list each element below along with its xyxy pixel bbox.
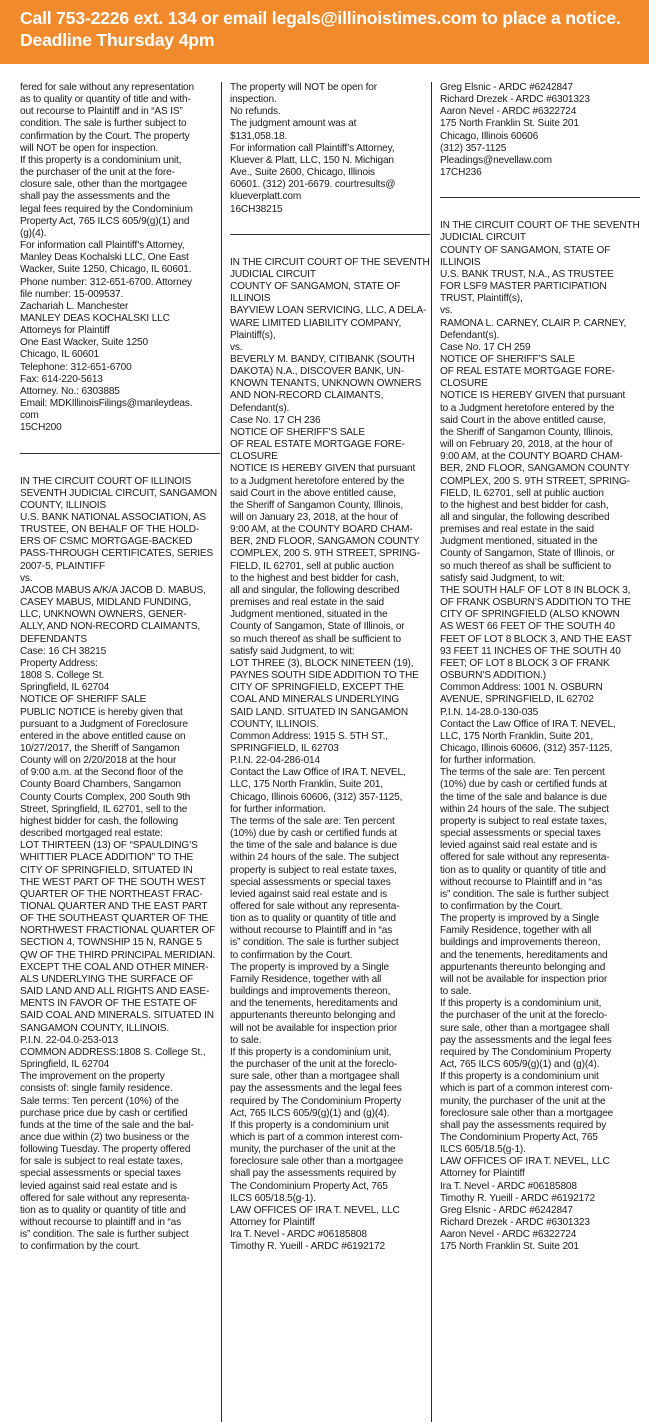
notice-text-line: COAL AND MINERALS UNDERLYING (230, 694, 400, 706)
notice-text-line: DAKOTA) N.A., DISCOVER BANK, UN- (230, 366, 404, 378)
notice-text-line: Kluever & Platt, LLC, 150 N. Michigan (230, 154, 394, 166)
notice-text-line: KNOWN TENANTS, UNKNOWN OWNERS (230, 378, 422, 390)
notice-text-line: LOT THREE (3), BLOCK NINETEEN (19), (230, 657, 414, 669)
notice-text-line: TRUST, Plaintiff(s), (440, 293, 523, 305)
notice-text-line: special assessments or special taxes (230, 876, 391, 888)
notice-text-line: sure sale, other than a mortgagee shall (230, 1071, 400, 1083)
legal-column-3 (440, 82, 640, 1422)
notice-text-line: special assessments or special taxes (440, 828, 601, 840)
notice-text-line: LAW OFFICES OF IRA T. NEVEL, LLC (230, 1204, 400, 1216)
notice-text-line: COMMON ADDRESS:1808 S. College St., (20, 1046, 206, 1058)
notice-text-line: to sale. (230, 1034, 262, 1046)
notice-spacer (230, 245, 430, 257)
notice-text-line: said Court in the above entitled cause, (440, 414, 606, 426)
notice-text-line: required by The Condominium Property (440, 1046, 612, 1058)
notice-text-line: to confirmation by the Court. (230, 949, 353, 961)
legal-column-1 (20, 82, 220, 1422)
notice-text-line: JUDICIAL CIRCUIT (230, 268, 316, 280)
notice-text-line: The terms of the sale are: Ten percent (440, 767, 605, 779)
notice-text-line: is” condition. The sale is further subject (230, 937, 399, 949)
notice-text-line: AS WEST 66 FEET OF THE SOUTH 40 (440, 621, 615, 633)
notice-text-line: Zachariah L. Manchester (20, 300, 129, 312)
notice-text-line: U.S. BANK NATIONAL ASSOCIATION, AS (20, 512, 206, 523)
notice-text-line: without recourse to Plaintiff and in “as (230, 925, 393, 937)
notice-text-line: levied against said real estate and is (440, 840, 598, 852)
notice-text-line: PAYNES SOUTH SIDE ADDITION TO THE (230, 670, 419, 682)
notice-text-line: appurtenants thereunto belonging and (440, 961, 606, 973)
notice-text-line: klueverplatt.com (230, 191, 302, 203)
notice-text-line: pursuant to a Judgment of Foreclosure (20, 718, 188, 730)
notice-text-line: purchase price due by cash or certified (20, 1107, 188, 1119)
notice-text-line: Defendant(s). (440, 329, 500, 341)
notice-text-line: FEET; OF LOT 8 BLOCK 3 OF FRANK (440, 657, 610, 669)
notice-text-line: ILCS 605/18.5(g-1). (440, 1144, 526, 1156)
notice-text-line: Springfield, IL 62704 (20, 682, 110, 694)
notice-text-line: The property will NOT be open for (230, 82, 377, 93)
notice-text-line: closure sale, other than the mortgagee (20, 179, 188, 191)
notice-text-line: TIONAL QUARTER AND THE EAST PART (20, 901, 208, 912)
notice-text-line: tion as to quality or quantity of title and (230, 913, 396, 925)
notice-text-line: 16CH38215 (230, 203, 283, 215)
notice-text-line: MANLEY DEAS KOCHALSKI LLC (20, 312, 170, 324)
notice-text-line: No refunds. (230, 106, 281, 118)
notice-text-line: to a Judgment heretofore entered by the (440, 402, 615, 414)
notice-text-line: BER, 2ND FLOOR, SANGAMON COUNTY (230, 536, 420, 548)
notice-text-line: Email: MDKIllinoisFilings@manleydeas. (20, 398, 193, 410)
notice-text-line: P.I.N. 22-04-286-014 (230, 755, 320, 767)
notice-text-line: offered for sale without any representa- (230, 901, 400, 912)
notice-text-line: Fax: 614-220-5613 (20, 373, 103, 385)
notice-text-line: FIELD, IL 62701, sell at public auction (230, 560, 394, 572)
notice-text-line: Chicago, IL 60601 (20, 349, 100, 361)
notice-text-line: Pleadings@nevellaw.com (440, 154, 552, 166)
notice-text-line: confirmation by the Court. The property (20, 130, 190, 142)
notice-text-line: LLC, 175 North Franklin, Suite 201, (440, 730, 593, 742)
notice-text-line: funds at the time of the sale and the bal- (20, 1119, 194, 1131)
notice-text-line: AVENUE, SPRINGFIELD, IL 62702 (440, 694, 594, 706)
notice-text-line: for further information. (440, 755, 536, 767)
notice-text-line: ILLINOIS (440, 256, 481, 268)
notice-text-line: Contact the Law Office of IRA T. NEVEL, (440, 718, 616, 730)
notice-text-line: the time of the sale and balance is due (440, 791, 607, 803)
notice-text-line: Manley Deas Kochalski LLC, One East (20, 252, 189, 264)
notice-text-line: JACOB MABUS A/K/A JACOB D. MABUS, (20, 584, 206, 596)
notice-text-line: is” condition. The sale is further subject (20, 1229, 189, 1241)
notice-text-line: shall pay the assessments and the (20, 191, 170, 203)
notice-text-line: The Condominium Property Act, 765 (440, 1131, 598, 1143)
notice-text-line: 17CH236 (440, 167, 482, 179)
notice-spacer (440, 208, 640, 220)
notice-text-line: THE SOUTH HALF OF LOT 8 IN BLOCK 3, (440, 584, 631, 596)
notice-text-line: The Condominium Property Act, 765 (230, 1180, 388, 1192)
notice-text-line: property is subject to real estate taxes, (230, 864, 397, 876)
notice-text-line: vs. (230, 341, 243, 353)
notice-text-line: OF FRANK OSBURN’S ADDITION TO THE (440, 597, 631, 609)
notice-text-line: Property Address: (20, 657, 98, 669)
notice-text-line: fered for sale without any representation (20, 82, 194, 93)
notice-text-line: pay the assessments and the legal fees (230, 1083, 402, 1095)
notice-text-line: Ave., Suite 2600, Chicago, Illinois (230, 167, 375, 179)
notice-text-line: out recourse to Plaintiff and in “AS IS” (20, 106, 183, 118)
notice-text-line: NOTICE IS HEREBY GIVEN that pursuant (230, 463, 416, 475)
notice-text-line: Plaintiff(s), (230, 329, 276, 341)
notice-text-line: will on January 23, 2018, at the hour of (230, 512, 398, 523)
notice-text-line: SEVENTH JUDICIAL CIRCUIT, SANGAMON (20, 487, 217, 499)
notice-text-line: LLC, UNKNOWN OWNERS, GENER- (20, 609, 187, 621)
notice-text-line: BAYVIEW LOAN SERVICING, LLC, A DELA- (230, 305, 427, 317)
notice-text-line: If this property is a condominium unit, (440, 998, 602, 1010)
notice-text-line: shall pay the assessments required by (230, 1168, 397, 1180)
notice-text-line: 175 North Franklin St. Suite 201 (440, 1241, 579, 1253)
notice-text-line: foreclosure sale other than a mortgagee (230, 1156, 404, 1168)
notice-text-line: TRUSTEE, ON BEHALF OF THE HOLD- (20, 524, 200, 536)
notice-text-line: If this property is a condominium unit, (230, 1046, 392, 1058)
notice-text-line: Aaron Nevel - ARDC #6322724 (440, 106, 577, 118)
notice-text-line: COMPLEX, 200 S. 9TH STREET, SPRING- (440, 475, 630, 487)
notice-text-line: County will on 2/20/2018 at the hour (20, 755, 177, 767)
notice-text-line: BEVERLY M. BANDY, CITIBANK (SOUTH (230, 353, 415, 365)
notice-text-line: LLC, 175 North Franklin, Suite 201, (230, 779, 383, 791)
notice-text-line: LOT THIRTEEN (13) OF “SPAULDING’S (20, 840, 198, 852)
notice-text-line: satisfy said Judgment, to wit: (230, 645, 355, 657)
notice-text-line: Greg Elsnic - ARDC #6242847 (440, 1204, 573, 1216)
notice-text-line: The property is improved by a Single (230, 961, 389, 973)
notice-text-line: legal fees required by the Condominium (20, 203, 193, 215)
notice-text-line: SANGAMON COUNTY, ILLINOIS. (20, 1022, 170, 1034)
notice-text-line: 2007-5, PLAINTIFF (20, 560, 105, 572)
notice-text-line: SPRINGFIELD, IL 62703 (230, 742, 339, 754)
notice-text-line: SECTION 4, TOWNSHIP 15 N, RANGE 5 (20, 937, 202, 949)
notice-text-line: COUNTY OF SANGAMON, STATE OF (440, 244, 611, 256)
notice-text-line: EXCEPT THE COAL AND OTHER MINER- (20, 961, 209, 973)
notice-text-line: within 24 hours of the sale. The subject (440, 803, 609, 815)
notice-text-line: County Board Chambers, Sangamon (20, 779, 181, 791)
notice-text-line: One East Wacker, Suite 1250 (20, 337, 148, 349)
notice-text-line: shall pay the assessments required by (440, 1119, 607, 1131)
notice-text-line: OF REAL ESTATE MORTGAGE FORE- (230, 439, 405, 451)
notice-text-line: Act, 765 ILCS 605/9(g)(1) and (g)(4). (230, 1107, 390, 1119)
notice-text-line: Springfield, IL 62704 (20, 1059, 110, 1071)
notice-text-line: ERS OF CSMC MORTGAGE-BACKED (20, 536, 193, 548)
notice-text-line: Case: 16 CH 38215 (20, 645, 107, 657)
notice-text-line: QUARTER OF THE NORTHEAST FRAC- (20, 888, 203, 900)
notice-text-line: SAID LAND. SITUATED IN SANGAMON (230, 706, 408, 718)
notice-text-line: SAID LAND AND ALL RIGHTS AND EASE- (20, 986, 210, 998)
notice-text-line: appurtenants thereunto belonging and (230, 1010, 396, 1022)
notice-text-line: to confirmation by the court. (20, 1241, 141, 1253)
notice-text-line: for further information. (230, 803, 326, 815)
notice-spacer (20, 435, 220, 447)
notice-text-line: pay the assessments and the legal fees (440, 1034, 612, 1046)
notice-text-line: without recourse to plaintiff and in “as (20, 1217, 182, 1229)
notice-text-line: Chicago, Illinois 60606, (312) 357-1125, (230, 791, 403, 803)
notice-text-line: which is part of a common interest com- (230, 1131, 403, 1143)
notice-text-line: CITY OF SPRINGFIELD (ALSO KNOWN (440, 609, 620, 621)
notice-text-line: the Sheriff of Sangamon County, Illinois, (440, 426, 614, 438)
notice-text-line: and the tenements, hereditaments and (230, 998, 398, 1010)
notice-text-line: If this property is a condominium unit, (20, 154, 182, 166)
notice-text-line: to the highest and best bidder for cash, (440, 499, 609, 511)
notice-text-line: CITY OF SPRINGFIELD, SITUATED IN (20, 864, 193, 876)
notice-spacer (20, 464, 220, 476)
notice-text-line: Family Residence, together with all (440, 925, 592, 937)
notice-text-line: so much thereof as shall be sufficient to (230, 633, 401, 645)
notice-text-line: ILCS 605/18.5(g-1). (230, 1192, 316, 1204)
notice-text-line: entered in the above entitled cause on (20, 730, 186, 742)
notice-text-line: Chicago, Illinois 60606 (440, 130, 539, 142)
notice-text-line: the purchaser of the unit at the foreclo- (230, 1059, 398, 1071)
notice-text-line: tion as to quality or quantity of title and (20, 1204, 186, 1216)
notice-text-line: to confirmation by the Court. (440, 901, 563, 912)
notice-text-line: of 9:00 a.m. at the Second floor of the (20, 767, 184, 779)
notice-text-line: THE WEST PART OF THE SOUTH WEST (20, 876, 206, 888)
notice-text-line: Attorney. No.: 6303885 (20, 385, 120, 397)
notice-text-line: OF THE SOUTHEAST QUARTER OF THE (20, 913, 209, 925)
notice-text-line: Telephone: 312-651-6700 (20, 361, 132, 373)
notice-separator (230, 234, 430, 235)
notice-text-line: Family Residence, together with all (230, 973, 382, 985)
notice-text-line: County Courts Complex, 200 South 9th (20, 791, 191, 803)
notice-text-line: Judgment mentioned, situated in the (230, 609, 388, 621)
notice-text-line: The improvement on the property (20, 1071, 165, 1083)
notice-text-line: 60601. (312) 201-6679. courtresults@ (230, 179, 396, 191)
notice-text-line: MENTS IN FAVOR OF THE ESTATE OF (20, 998, 197, 1010)
notice-text-line: to the highest and best bidder for cash, (230, 572, 399, 584)
notice-text-line: foreclosure sale other than a mortgagee (440, 1107, 614, 1119)
notice-text-line: IN THE CIRCUIT COURT OF ILLINOIS (20, 475, 192, 487)
notice-text-line: com (20, 410, 39, 422)
notice-text-line: QW OF THE THIRD PRINCIPAL MERIDIAN. (20, 949, 216, 961)
notice-text-line: IN THE CIRCUIT COURT OF THE SEVENTH (440, 220, 640, 232)
notice-text-line: Richard Drezek - ARDC #6301323 (440, 94, 590, 106)
notice-text-line: NOTICE OF SHERIFF’S SALE (440, 353, 575, 365)
notice-text-line: will not be available for inspection prior (230, 1022, 398, 1034)
notice-text-line: 9:00 AM, at the COUNTY BOARD CHAM- (440, 451, 623, 463)
notice-text-line: COUNTY, ILLINOIS (20, 499, 107, 511)
notice-text-line: Ira T. Nevel - ARDC #06185808 (440, 1180, 577, 1192)
notice-text-line: County of Sangamon, State of Illinois, or (230, 621, 405, 633)
notice-text-line: COUNTY OF SANGAMON, STATE OF (230, 281, 401, 293)
notice-text-line: buildings and improvements thereon, (230, 986, 391, 998)
notice-text-line: highest bidder for cash, the following (20, 815, 179, 827)
notice-text-line: DEFENDANTS (20, 633, 87, 645)
notice-text-line: COMPLEX, 200 S. 9TH STREET, SPRING- (230, 548, 420, 560)
legal-column-2 (230, 82, 430, 1422)
notice-text-line: levied against said real estate and is (20, 1180, 178, 1192)
notice-text-line: all and singular, the following described (230, 584, 400, 596)
column-divider (431, 82, 432, 1422)
notice-text-line: Wacker, Suite 1250, Chicago, IL 60601. (20, 264, 192, 276)
notice-text-line: Attorney for Plaintiff (440, 1168, 525, 1180)
notice-text-line: following Tuesday. The property offered (20, 1144, 191, 1156)
notice-text-line: 10/27/2017, the Sheriff of Sangamon (20, 742, 180, 754)
notice-text-line: is” condition. The sale is further subject (440, 888, 609, 900)
notice-text-line: P.I.N. 22-04.0-253-013 (20, 1034, 119, 1046)
notice-separator (20, 453, 220, 454)
notice-text-line: Ira T. Nevel - ARDC #06185808 (230, 1229, 367, 1241)
notice-text-line: NOTICE OF SHERIFF SALE (20, 694, 147, 706)
notice-text-line: NOTICE IS HEREBY GIVEN that pursuant (440, 390, 626, 402)
notice-text-line: WHITTIER PLACE ADDITION” TO THE (20, 852, 194, 864)
notice-text-line: so much thereof as shall be sufficient to (440, 560, 611, 572)
notice-spacer (440, 179, 640, 191)
notice-text-line: The terms of the sale are: Ten percent (230, 815, 395, 827)
notice-text-line: RAMONA L. CARNEY, CLAIR P. CARNEY, (440, 317, 627, 329)
notice-text-line: (10%) due by cash or certified funds at (440, 779, 607, 791)
notice-banner (0, 0, 649, 64)
notice-text-line: Judgment mentioned, situated in the (440, 536, 598, 548)
notice-text-line: FIELD, IL 62701, sell at public auction (440, 487, 604, 499)
notice-text-line: P.I.N. 14-28.0-130-035 (440, 706, 539, 718)
notice-text-line: 9:00 AM, at the COUNTY BOARD CHAM- (230, 524, 413, 536)
notice-text-line: buildings and improvements thereon, (440, 937, 601, 949)
notice-text-line: Act, 765 ILCS 605/9(g)(1) and (g)(4). (440, 1059, 600, 1071)
notice-text-line: (10%) due by cash or certified funds at (230, 828, 397, 840)
notice-text-line: Timothy R. Yueill - ARDC #6192172 (440, 1192, 595, 1204)
notice-text-line: CLOSURE (230, 451, 278, 463)
notice-text-line: NORTHWEST FRACTIONAL QUARTER OF (20, 925, 216, 937)
notice-text-line: condition. The sale is further subject to (20, 118, 187, 130)
notice-text-line: LAW OFFICES OF IRA T. NEVEL, LLC (440, 1156, 610, 1168)
notice-text-line: (g)(4). (20, 227, 47, 239)
notice-text-line: For information call Plaintiff’s Attorney, (230, 142, 395, 154)
notice-text-line: FEET OF LOT 8 BLOCK 3, AND THE EAST (440, 633, 632, 645)
notice-text-line: satisfy said Judgment, to wit: (440, 572, 565, 584)
notice-text-line: CITY OF SPRINGFIELD, EXCEPT THE (230, 682, 404, 694)
notice-text-line: Attorneys for Plaintiff (20, 325, 110, 337)
notice-text-line: COUNTY, ILLINOIS. (230, 718, 319, 730)
notice-text-line: the purchaser of the unit at the fore- (20, 167, 175, 179)
notice-text-line: 1808 S. College St. (20, 670, 105, 682)
notice-text-line: Street, Springfield, IL 62701, sell to the (20, 803, 188, 815)
notice-text-line: will NOT be open for inspection. (20, 142, 159, 154)
notice-text-line: Attorney for Plaintiff (230, 1217, 315, 1229)
notice-text-line: sure sale, other than a mortgagee shall (440, 1022, 610, 1034)
notice-text-line: Greg Elsnic - ARDC #6242847 (440, 82, 573, 93)
notice-text-line: offered for sale without any representa- (20, 1192, 190, 1204)
notice-text-line: $131,058.18. (230, 130, 288, 142)
notice-text-line: vs. (20, 572, 33, 584)
notice-text-line: ILLINOIS (230, 293, 271, 305)
notice-text-line: OSBURN’S ADDITION.) (440, 670, 546, 682)
notice-text-line: JUDICIAL CIRCUIT (440, 232, 526, 244)
notice-text-line: required by The Condominium Property (230, 1095, 402, 1107)
notice-text-line: Richard Drezek - ARDC #6301323 (440, 1217, 590, 1229)
notice-text-line: and the tenements, hereditaments and (440, 949, 608, 961)
notice-text-line: U.S. BANK TRUST, N.A., AS TRUSTEE (440, 268, 614, 280)
notice-text-line: for sale is subject to real estate taxes, (20, 1156, 183, 1168)
column-divider (221, 82, 222, 1422)
notice-text-line: CASEY MABUS, MIDLAND FUNDING, (20, 597, 192, 609)
notice-text-line: Case No. 17 CH 259 (440, 341, 531, 353)
notice-text-line: SAID COAL AND MINERALS. SITUATED IN (20, 1010, 214, 1022)
notice-text-line: Defendant(s). (230, 402, 290, 414)
notice-text-line: munity, the purchaser of the unit at the (230, 1144, 396, 1156)
notice-text-line: The judgment amount was at (230, 118, 357, 130)
notice-text-line: If this property is a condominium unit (230, 1119, 389, 1131)
notice-text-line: 175 North Franklin St. Suite 201 (440, 118, 579, 130)
notice-text-line: the time of the sale and balance is due (230, 840, 397, 852)
notice-text-line: Chicago, Illinois 60606, (312) 357-1125, (440, 742, 613, 754)
notice-text-line: FOR LSF9 MASTER PARTICIPATION (440, 281, 607, 293)
notice-text-line: PUBLIC NOTICE is hereby given that (20, 706, 183, 718)
notice-text-line: to a Judgment heretofore entered by the (230, 475, 405, 487)
notice-text-line: vs. (440, 305, 453, 317)
notice-text-line: Property Act, 765 ILCS 605/9(g)(1) and (20, 215, 190, 227)
notice-text-line: County of Sangamon, State of Illinois, or (440, 548, 615, 560)
banner-contact-line: Call 753-2226 ext. 134 or email legals@illinoistimes.com to place a notice. (20, 8, 621, 28)
notice-text-line: OF REAL ESTATE MORTGAGE FORE- (440, 366, 615, 378)
notice-text-line: Phone number: 312-651-6700. Attorney (20, 276, 192, 288)
notice-text-line: ance due within (2) two business or the (20, 1131, 190, 1143)
notice-text-line: munity, the purchaser of the unit at the (440, 1095, 606, 1107)
notice-text-line: Timothy R. Yueill - ARDC #6192172 (230, 1241, 385, 1253)
notice-text-line: ALLY, AND NON-RECORD CLAIMANTS, (20, 621, 201, 633)
notice-text-line: Contact the Law Office of IRA T. NEVEL, (230, 767, 406, 779)
notice-text-line: 93 FEET 11 INCHES OF THE SOUTH 40 (440, 645, 621, 657)
notice-text-line: The property is improved by a Single (440, 913, 599, 925)
notice-text-line: levied against said real estate and is (230, 888, 388, 900)
notice-text-line: consists of: single family residence. (20, 1083, 173, 1095)
notice-text-line: all and singular, the following described (440, 512, 610, 523)
notice-text-line: property is subject to real estate taxes, (440, 815, 607, 827)
notice-text-line: premises and real estate in the said (440, 524, 594, 536)
notice-text-line: as to quality or quantity of title and with- (20, 94, 191, 106)
notice-text-line: AND NON-RECORD CLAIMANTS, (230, 390, 384, 402)
notice-text-line: will on February 20, 2018, at the hour of (440, 439, 613, 451)
notice-text-line: file number: 15-009537. (20, 288, 124, 300)
notice-text-line: Aaron Nevel - ARDC #6322724 (440, 1229, 577, 1241)
notice-text-line: For information call Plaintiff’s Attorney, (20, 240, 185, 252)
notice-text-line: Sale terms: Ten percent (10%) of the (20, 1095, 179, 1107)
notice-text-line: (312) 357-1125 (440, 142, 507, 154)
notice-text-line: IN THE CIRCUIT COURT OF THE SEVENTH (230, 256, 430, 268)
notice-text-line: Common Address: 1001 N. OSBURN (440, 682, 603, 694)
notice-text-line: said Court in the above entitled cause, (230, 487, 396, 499)
notice-text-line: special assessments or special taxes (20, 1168, 181, 1180)
notice-text-line: Common Address: 1915 S. 5TH ST., (230, 730, 388, 742)
notice-text-line: BER, 2ND FLOOR, SANGAMON COUNTY (440, 463, 630, 475)
banner-deadline-line: Deadline Thursday 4pm (20, 30, 215, 50)
notice-text-line: described mortgaged real estate: (20, 828, 163, 840)
notice-text-line: If this property is a condominium unit (440, 1071, 599, 1083)
notice-text-line: NOTICE OF SHERIFF’S SALE (230, 426, 365, 438)
notice-text-line: CLOSURE (440, 378, 488, 390)
notice-text-line: premises and real estate in the said (230, 597, 384, 609)
notice-text-line: the purchaser of the unit at the foreclo- (440, 1010, 608, 1022)
notice-text-line: PASS-THROUGH CERTIFICATES, SERIES (20, 548, 214, 560)
notice-text-line: to sale. (440, 986, 472, 998)
notice-text-line: WARE LIMITED LIABILITY COMPANY, (230, 317, 402, 329)
notice-separator (440, 197, 640, 198)
notice-text-line: within 24 hours of the sale. The subject (230, 852, 399, 864)
notice-spacer (230, 216, 430, 228)
notice-text-line: 15CH200 (20, 422, 62, 434)
notice-text-line: without recourse to Plaintiff and in “as (440, 876, 603, 888)
notice-text-line: the Sheriff of Sangamon County, Illinois, (230, 499, 404, 511)
notice-text-line: which is part of a common interest com- (440, 1083, 613, 1095)
notice-text-line: offered for sale without any representa- (440, 852, 610, 864)
notice-text-line: tion as to quality or quantity of title and (440, 864, 606, 876)
notice-text-line: will not be available for inspection prior (440, 973, 608, 985)
notice-text-line: Case No. 17 CH 236 (230, 414, 321, 426)
notice-text-line: ALS UNDERLYING THE SURFACE OF (20, 973, 194, 985)
notice-text-line: inspection. (230, 94, 277, 106)
